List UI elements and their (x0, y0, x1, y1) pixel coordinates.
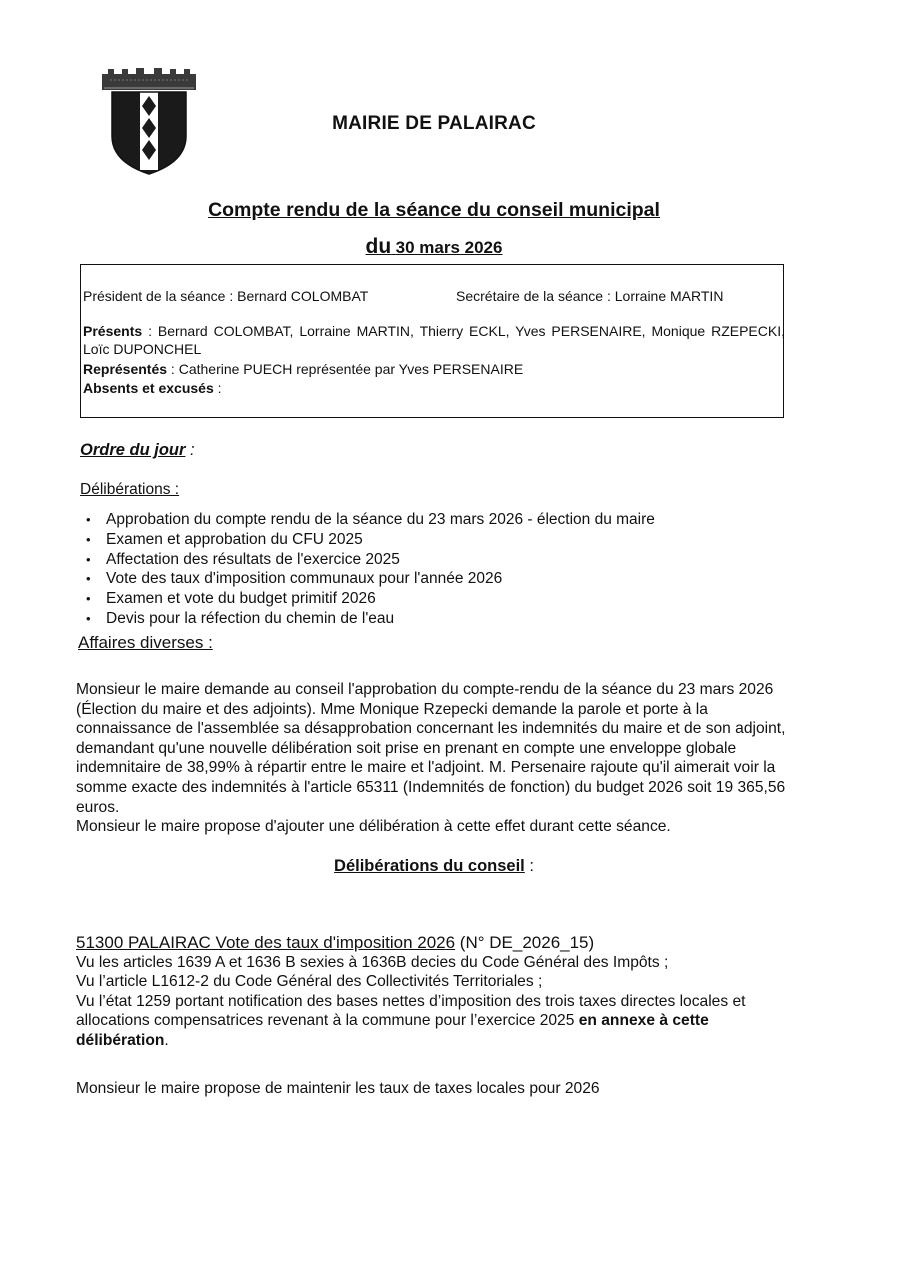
town-hall-name: MAIRIE DE PALAIRAC (332, 113, 536, 134)
council-deliberations-heading (0, 857, 868, 876)
session-date (0, 235, 868, 259)
deliberation-ref: (N° DE_2026_15) (455, 933, 595, 952)
legal-basis-line (76, 992, 796, 1051)
president-name: Bernard COLOMBAT (237, 288, 369, 304)
present-members (83, 322, 785, 358)
legal-basis-line: Vu les articles 1639 A et 1636 B sexies à 1636B decies du Code Général des Impôts ; (76, 953, 669, 971)
deliberations-heading: Délibérations : (80, 481, 180, 498)
agenda-list (84, 510, 655, 629)
legal-basis-line: Vu l’article L1612-2 du Code Général des Collectivités Territoriales ; (76, 973, 543, 991)
president-label: Président de la séance : (83, 288, 238, 304)
deliberation-tax-rates (76, 933, 796, 1051)
attendance-box (80, 264, 784, 418)
list-item: • Examen et vote du budget primitif 2026 (84, 589, 655, 609)
date-value: 30 mars 2026 (395, 238, 503, 257)
secretary (456, 287, 723, 305)
misc-affairs-heading: Affaires diverses : (78, 633, 213, 652)
list-item: • Affectation des résultats de l'exercice 2025 (84, 550, 655, 570)
absent-members (83, 379, 783, 397)
council-deliberations-colon: : (524, 857, 534, 875)
annex-note: en annexe à cette délibération (76, 1012, 709, 1049)
agenda-heading-text: Ordre du jour (80, 441, 186, 459)
deliberation-title-text: 51300 PALAIRAC Vote des taux d'imposition 2026 (76, 933, 456, 952)
agenda-heading-colon: : (185, 441, 195, 459)
mayor-proposal: Monsieur le maire propose de maintenir les taux de taxes locales pour 2026 (76, 1080, 600, 1097)
secretary-label: Secrétaire de la séance : (456, 288, 615, 304)
document-title: Compte rendu de la séance du conseil municipal (208, 199, 660, 221)
list-item: • Devis pour la réfection du chemin de l'eau (84, 609, 655, 629)
legal-basis-text: Vu l’état 1259 portant notification des bases nettes d’imposition des trois taxes directes locales et allocations compensatrices revenant à la commune pour l’exercice 2025 (76, 992, 746, 1030)
officers-row (83, 287, 783, 305)
agenda-heading (80, 441, 195, 460)
list-item: • Vote des taux d'imposition communaux pour l'année 2026 (84, 569, 655, 589)
represented-members (83, 360, 783, 378)
council-deliberations-text: Délibérations du conseil (334, 857, 525, 875)
list-item: • Examen et approbation du CFU 2025 (84, 530, 655, 550)
date-prefix: du (365, 235, 392, 258)
absent-list: : (213, 380, 222, 396)
secretary-name: Lorraine MARTIN (614, 288, 724, 304)
presents-list: : Bernard COLOMBAT, Lorraine MARTIN, Thierry ECKL, Yves PERSENAIRE, Monique RZEPECKI, Loïc DUPONCHEL (83, 323, 785, 357)
deliberation-title (76, 933, 796, 953)
minutes-paragraph: Monsieur le maire propose d'ajouter une délibération à cette effet durant cette séance. (76, 818, 671, 836)
legal-basis-end: . (164, 1031, 169, 1049)
presents-label: Présents (83, 323, 143, 339)
represented-list: : Catherine PUECH représentée par Yves PERSENAIRE (167, 361, 524, 377)
minutes-body (76, 680, 786, 837)
list-item: • Approbation du compte rendu de la séance du 23 mars 2026 - élection du maire (84, 510, 655, 530)
absent-label: Absents et excusés (83, 380, 214, 396)
minutes-paragraph: Monsieur le maire demande au conseil l'approbation du compte-rendu de la séance du 23 mars 2026 (Élection du maire et des adjoints). Mme Monique Rzepecki demande la parole et porte à la connaissance de l'assemblée sa désapprobation concernant les indemnités du maire et de son adjoint, demandant qu'une nouvelle délibération soit prise en prenant en compte une enveloppe globale indemnitaire de 38,99% à répartir entre le maire et l'adjoint. M. Persenaire rajoute qu'il aimerait voir la somme exacte des indemnités à l'article 65311 (Indemnités de fonction) du budget 2026 soit 19 365,56 euros. (76, 681, 786, 816)
represented-label: Représentés (83, 361, 168, 377)
